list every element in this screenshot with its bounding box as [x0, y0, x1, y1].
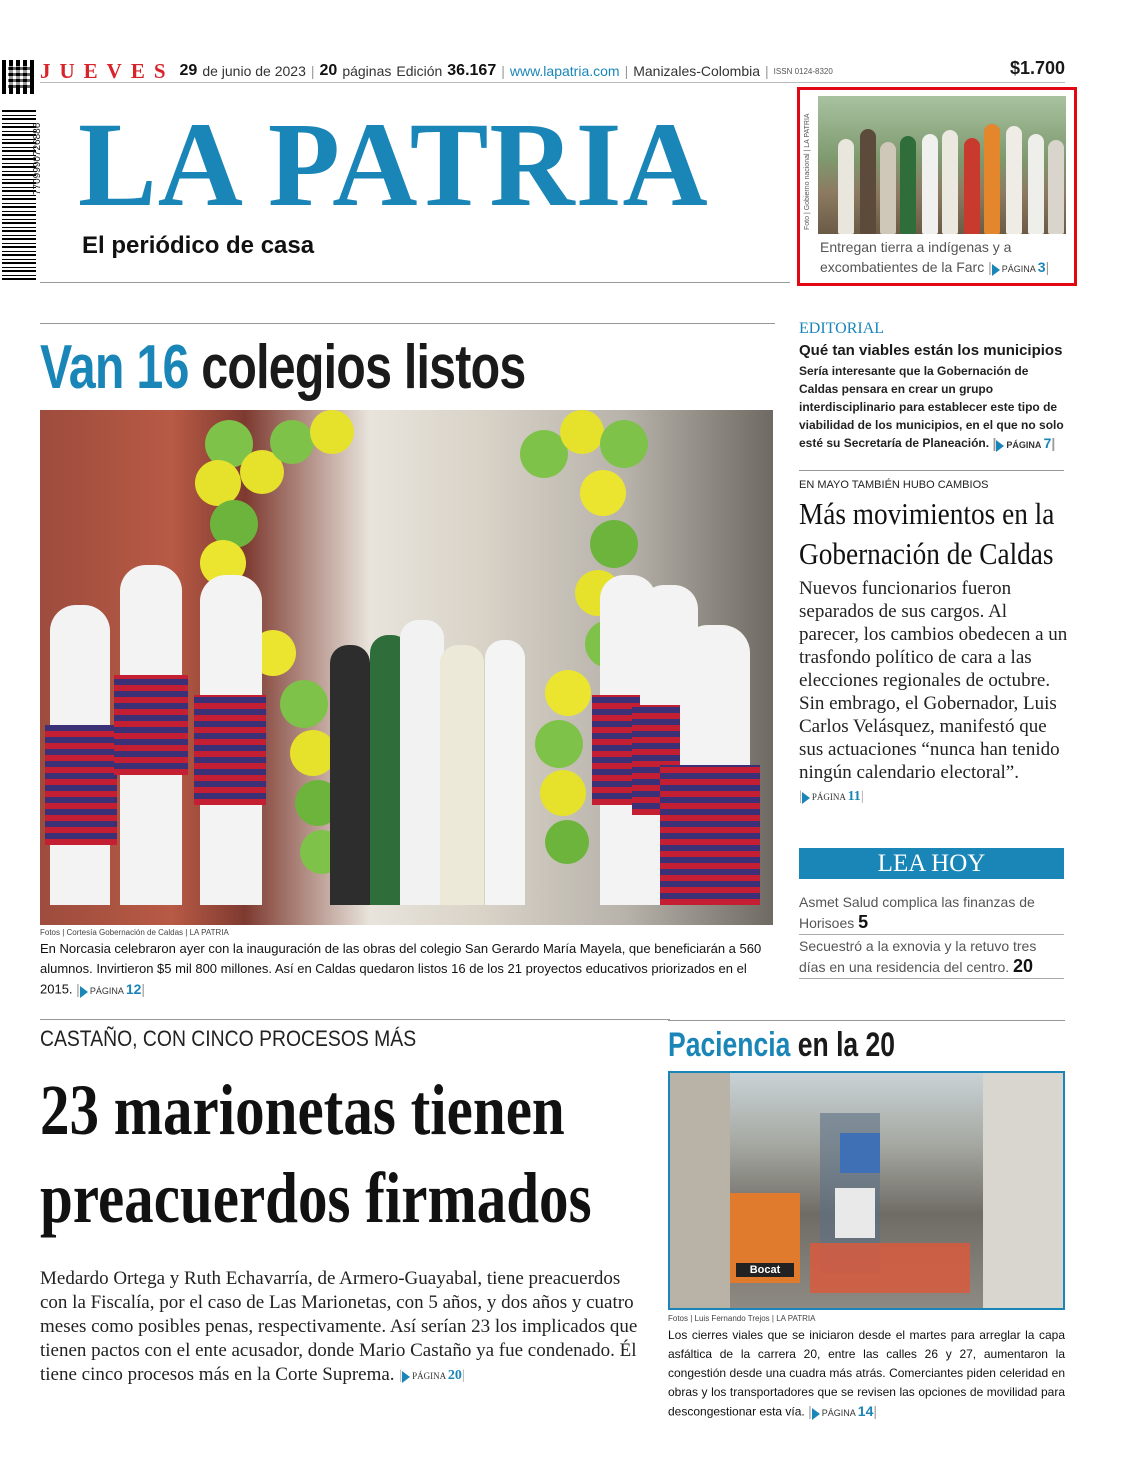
- divider: [668, 1020, 1065, 1021]
- editorial-text: [799, 362, 1064, 454]
- story-body: Medardo Ortega y Ruth Echavarría, de Armero-Guayabal, tiene preacuerdos con la Fiscalía, por el caso de Las Marionetas, con 5 años, y dos años y cuatro meses como posibles penas, respectivamente. Así serían 23 los implicados que tienen pactos con el ente acusador, donde Mario Castaño ya fue condenado. Él tiene cinco procesos más en la Corte Suprema.: [40, 1268, 638, 1385]
- page-number: 5: [858, 912, 869, 932]
- machine-sign: Bocat: [736, 1263, 794, 1277]
- separator: |: [624, 63, 629, 79]
- main-photo: [40, 410, 773, 925]
- page-reference[interactable]: | PÁGINA 11|: [799, 788, 864, 804]
- page-reference[interactable]: | PÁGINA 7|: [992, 435, 1056, 451]
- qr-code: [2, 60, 36, 94]
- pages-label: páginas: [342, 63, 392, 79]
- page-reference[interactable]: | PÁGINA 3|: [988, 259, 1050, 276]
- lea-hoy-item[interactable]: Asmet Salud complica las finanzas de Horisoes 5: [799, 894, 1035, 932]
- teaser-caption: [820, 237, 1070, 279]
- teaser-photo: [818, 96, 1066, 234]
- editorial-title[interactable]: Qué tan viables están los municipios: [799, 342, 1063, 359]
- main-headline[interactable]: [40, 332, 525, 403]
- story-headline[interactable]: Más movimientos en la Gobernación de Caldas: [799, 496, 1055, 571]
- editorial-body: Sería interesante que la Gobernación de Caldas pensara en crear un grupo interdisciplinario para establecer este tipo de viabilidad de los municipios, en el que no solo esté su Secretaría de Planeación.: [799, 364, 1064, 451]
- play-arrow-icon: [812, 1408, 820, 1420]
- divider: [40, 282, 790, 283]
- tagline: El periódico de casa: [82, 232, 315, 259]
- date-day: 29: [179, 62, 198, 79]
- day-name: JUEVES: [40, 58, 175, 83]
- divider: [799, 934, 1064, 935]
- play-arrow-icon: [996, 440, 1004, 452]
- divider: [40, 82, 1065, 83]
- divider: [40, 1019, 670, 1020]
- story-text: [40, 1267, 640, 1388]
- page-reference[interactable]: | PÁGINA 20|: [399, 1367, 465, 1383]
- divider: [799, 978, 1064, 979]
- lea-hoy-item[interactable]: Secuestró a la exnovia y la retuvo tres días en una residencia del centro. 20: [799, 938, 1037, 976]
- lea-hoy-header: LEA HOY: [799, 848, 1064, 879]
- play-arrow-icon: [992, 264, 1000, 276]
- date-rest: de junio de 2023: [202, 63, 306, 79]
- story-text: [799, 577, 1069, 809]
- editorial-label: EDITORIAL: [799, 320, 885, 337]
- play-arrow-icon: [80, 986, 88, 998]
- story-kicker: EN MAYO TAMBIÉN HUBO CAMBIOS: [799, 479, 989, 491]
- barcode: [2, 110, 36, 280]
- story-body: Nuevos funcionarios fueron separados de sus cargos. Al parecer, los cambios obedecen a un trasfondo político de cara a las elecciones regionales de octubre. Sin embrago, el Gobernador, Luis Carlos Velásquez, manifestó que sus actuaciones “nunca han tenido ningún calendario electoral”.: [799, 578, 1068, 783]
- separator: |: [310, 63, 315, 79]
- main-caption-text: En Norcasia celebraron ayer con la inauguración de las obras del colegio San Gerardo María Mayela, que beneficiarán a 560 alumnos. Invirtieron $5 mil 800 millones. Así en Caldas quedaron listos 16 de los 21 proyectos educativos priorizados en el 2015.: [40, 941, 762, 997]
- headline-text: colegios listos: [201, 333, 526, 402]
- page-reference[interactable]: | PÁGINA 12|: [76, 981, 146, 997]
- story-body: Los cierres viales que se iniciaron desde el martes para arreglar la capa asfáltica de la carrera 20, entre las calles 26 y 27, aumentaron la congestión desde una cuadra más atrás. Comerciantes piden celeridad en obras y los transportadores que se revisen las opciones de movilidad para descongestionar esta vía.: [668, 1328, 1065, 1419]
- headline-accent: Van 16: [40, 333, 189, 402]
- story-text: [668, 1326, 1065, 1423]
- edition-number: 36.167: [447, 62, 497, 79]
- story-kicker: CASTAÑO, CON CINCO PROCESOS MÁS: [40, 1026, 417, 1051]
- play-arrow-icon: [402, 1371, 410, 1383]
- barcode-number: 7709990726886: [32, 122, 43, 195]
- newspaper-logo: LA PATRIA: [78, 97, 709, 232]
- edition-label: Edición: [396, 63, 443, 79]
- teaser-box[interactable]: [797, 87, 1077, 286]
- price: $1.700: [1009, 58, 1065, 78]
- location: Manizales-Colombia: [633, 63, 761, 79]
- teaser-caption-text: Entregan tierra a indígenas y a excombatientes de la Farc: [820, 239, 1012, 275]
- main-caption: [40, 939, 775, 1001]
- headline-text: en la 20: [797, 1026, 896, 1064]
- page-number: 20: [1013, 956, 1034, 976]
- street-photo: [668, 1071, 1065, 1310]
- divider: [799, 470, 1064, 471]
- play-arrow-icon: [802, 792, 810, 804]
- story-headline[interactable]: [668, 1026, 895, 1065]
- headline-accent: Paciencia: [668, 1026, 791, 1064]
- page-reference[interactable]: | PÁGINA 14|: [808, 1403, 877, 1419]
- photo-credit: Fotos | Luis Fernando Trejos | LA PATRIA: [668, 1314, 816, 1323]
- divider: [40, 323, 775, 324]
- separator: |: [501, 63, 505, 79]
- photo-credit: Foto | Gobierno nacional | LA PATRIA: [804, 113, 811, 230]
- separator: |: [765, 63, 769, 79]
- issn: ISSN 0124-8320: [773, 66, 833, 76]
- dateline: [40, 58, 833, 84]
- website-link[interactable]: www.lapatria.com: [509, 63, 620, 79]
- pages-count: 20: [319, 62, 338, 79]
- story-headline[interactable]: 23 marionetas tienen preacuerdos firmados: [40, 1070, 592, 1238]
- photo-credit: Fotos | Cortesía Gobernación de Caldas | LA PATRIA: [40, 928, 229, 937]
